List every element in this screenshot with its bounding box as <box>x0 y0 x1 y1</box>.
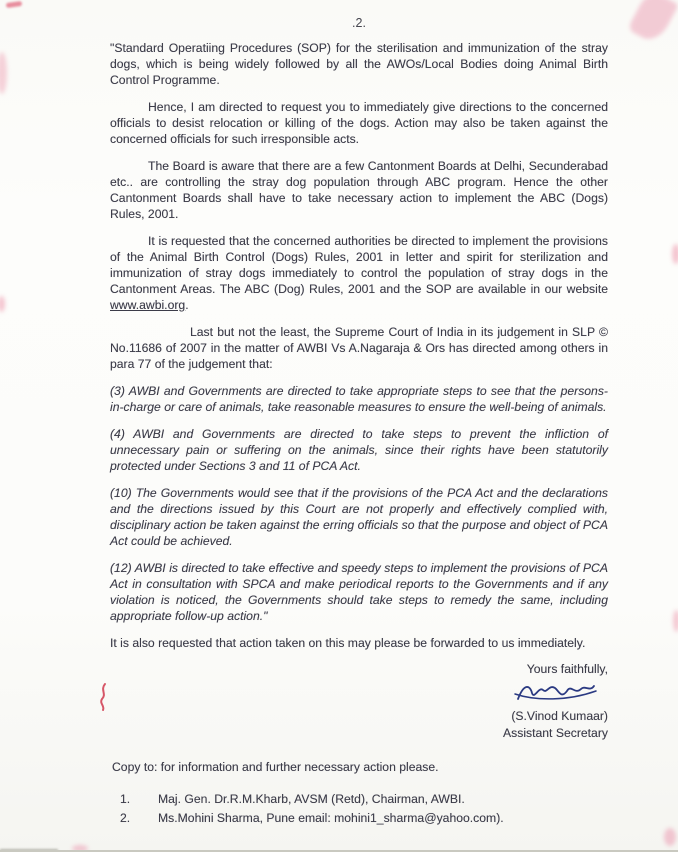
website-link: www.awbi.org <box>110 298 186 312</box>
valediction: Yours faithfully, <box>526 662 608 676</box>
copy-item-text: Ms.Mohini Sharma, Pune email: mohini1_sharma@yahoo.com). <box>158 811 504 825</box>
paragraph-requested-end: . <box>185 298 189 312</box>
paragraph-supreme-court: Last but not the least, the Supreme Court of India in its judgement in SLP © No.11686 of 2007 in the matter of AWBI Vs A.Nagaraja & Ors has directed among others in para 77 of the judgement that: <box>110 325 608 371</box>
copy-list <box>110 791 608 826</box>
scan-artifact <box>6 1 23 8</box>
paragraph-requested <box>110 233 608 313</box>
scan-artifact <box>664 828 676 846</box>
signoff-block <box>438 662 608 741</box>
quote-para-10: (10) The Governments would see that if the provisions of the PCA Act and the declarations and the directions issued by this Court are not properly and effectively complied with, disciplinary action be taken against the erring officials so that the purpose and object of PCA Act could be achieved. <box>110 486 608 548</box>
signoff-title: Assistant Secretary <box>503 726 608 740</box>
quote-para-12: (12) AWBI is directed to take effective and speedy steps to implement the provisions of PCA Act in consultation with SPCA and make periodical reports to the Governments and if any violation is noticed, the Governments should take steps to remedy the same, including appropriate follow-up action." <box>110 561 608 623</box>
copy-heading: Copy to: for information and further necessary action please. <box>112 760 439 774</box>
copy-item-number: 2. <box>120 811 131 825</box>
scan-artifact <box>673 610 678 632</box>
signature-scribble <box>512 679 598 707</box>
scan-artifact <box>0 52 7 94</box>
scan-artifact <box>627 0 678 45</box>
paragraph-sop: "Standard Operatiing Procedures (SOP) for the sterilisation and immunization of the stray dogs, which is being widely followed by all the AWOs/Local Bodies doing Animal Birth Control Programme. <box>110 41 608 87</box>
copy-item <box>120 810 608 826</box>
scan-artifact <box>0 296 5 312</box>
copy-item <box>120 791 608 807</box>
signoff-name: (S.Vinod Kumaar) <box>511 709 608 723</box>
page-number: .2. <box>352 16 366 30</box>
quote-para-3: (3) AWBI and Governments are directed to take appropriate steps to see that the persons-in-charge or care of animals, take reasonable measures to ensure the well-being of animals. <box>110 384 608 414</box>
paragraph-board: The Board is aware that there are a few Cantonment Boards at Delhi, Secunderabad etc.. are controlling the stray dog population through ABC program. Hence the other Cantonment Boards shall have to take necessary action to implement the ABC (Dogs) Rules, 2001. <box>110 159 608 221</box>
paragraph-hence: Hence, I am directed to request you to immediately give directions to the concerned officials to desist relocation or killing of the dogs. Action may also be taken against the concerned officials for such irresponsible acts. <box>110 100 608 146</box>
copy-item-text: Maj. Gen. Dr.R.M.Kharb, AVSM (Retd), Chairman, AWBI. <box>158 792 465 806</box>
copy-item-number: 1. <box>120 792 131 806</box>
letter-body <box>110 16 608 829</box>
paragraph-requested-text: It is requested that the concerned authorities be directed to implement the provisions of the Animal Birth Control (Dogs) Rules, 2001 in letter and spirit for sterilization and immunization of stray dogs immediately to control the population of stray dogs in the Cantonment Areas. The ABC (Dog) Rules, 2001 and the SOP are available in our website <box>110 234 608 296</box>
quote-para-4: (4) AWBI and Governments are directed to take steps to prevent the infliction of unnecessary pain or suffering on the animals, since their rights have been statutorily protected under Sections 3 and 11 of PCA Act. <box>110 427 608 473</box>
paragraph-action-request: It is also requested that action taken on this may please be forwarded to us immediately. <box>110 636 586 650</box>
scan-artifact <box>672 244 678 264</box>
